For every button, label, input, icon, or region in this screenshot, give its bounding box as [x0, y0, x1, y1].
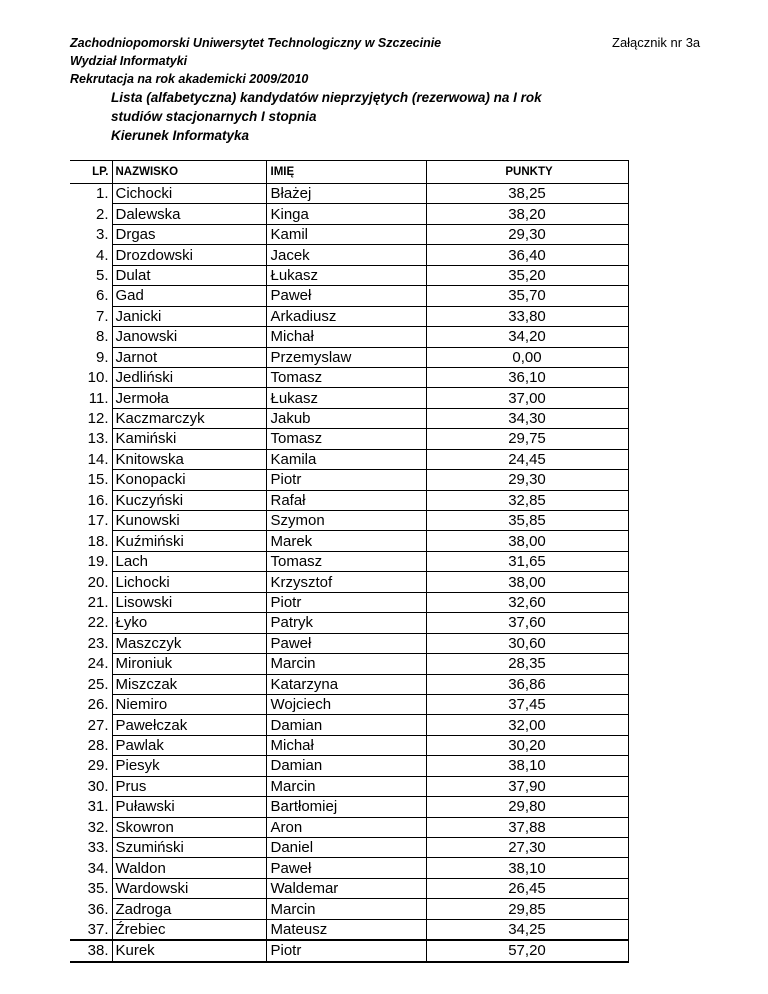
- row-nazwisko: Jarnot: [112, 347, 266, 367]
- row-punkty: 28,35: [426, 654, 628, 674]
- row-imie: Damian: [266, 715, 426, 735]
- row-imie: Krzysztof: [266, 572, 426, 592]
- row-lp: 28.: [70, 735, 112, 755]
- row-lp: 25.: [70, 674, 112, 694]
- row-imie: Damian: [266, 756, 426, 776]
- row-imie: Paweł: [266, 858, 426, 878]
- header-imie: IMIĘ: [266, 161, 426, 184]
- row-nazwisko: Konopacki: [112, 470, 266, 490]
- table-row: [70, 184, 628, 204]
- row-lp: 12.: [70, 408, 112, 428]
- row-punkty: 32,85: [426, 490, 628, 510]
- table-row: [70, 245, 628, 265]
- table-row: [70, 776, 628, 796]
- row-punkty: 30,20: [426, 735, 628, 755]
- row-lp: 16.: [70, 490, 112, 510]
- row-punkty: 32,00: [426, 715, 628, 735]
- row-punkty: 38,25: [426, 184, 628, 204]
- row-punkty: 30,60: [426, 633, 628, 653]
- row-punkty: 37,60: [426, 613, 628, 633]
- row-nazwisko: Knitowska: [112, 449, 266, 469]
- row-punkty: 35,20: [426, 265, 628, 285]
- attachment-label: Załącznik nr 3a: [612, 35, 701, 50]
- row-lp: 2.: [70, 204, 112, 224]
- row-punkty: 36,86: [426, 674, 628, 694]
- header-nazwisko: NAZWISKO: [112, 161, 266, 184]
- row-punkty: 38,10: [426, 858, 628, 878]
- row-nazwisko: Piesyk: [112, 756, 266, 776]
- table-row: [70, 490, 628, 510]
- table-row: [70, 265, 628, 285]
- table-row: [70, 756, 628, 776]
- row-imie: Błażej: [266, 184, 426, 204]
- candidates-table: [70, 160, 629, 963]
- table-row: [70, 388, 628, 408]
- row-nazwisko: Kamiński: [112, 429, 266, 449]
- row-imie: Łukasz: [266, 388, 426, 408]
- table-row: [70, 735, 628, 755]
- row-nazwisko: Lach: [112, 551, 266, 571]
- table-row: [70, 899, 628, 919]
- row-punkty: 38,00: [426, 572, 628, 592]
- row-lp: 19.: [70, 551, 112, 571]
- title-line-2: studiów stacjonarnych I stopnia: [111, 109, 317, 124]
- row-nazwisko: Wardowski: [112, 878, 266, 898]
- row-punkty: 34,25: [426, 919, 628, 940]
- row-imie: Marek: [266, 531, 426, 551]
- row-lp: 22.: [70, 613, 112, 633]
- row-lp: 7.: [70, 306, 112, 326]
- table-row: [70, 674, 628, 694]
- table-row: [70, 306, 628, 326]
- row-imie: Michał: [266, 735, 426, 755]
- row-lp: 27.: [70, 715, 112, 735]
- row-punkty: 35,70: [426, 286, 628, 306]
- table-row: [70, 817, 628, 837]
- title-line-1: Lista (alfabetyczna) kandydatów nieprzyjętych (rezerwowa) na I rok: [111, 90, 542, 105]
- row-punkty: 29,75: [426, 429, 628, 449]
- row-imie: Mateusz: [266, 919, 426, 940]
- row-lp: 21.: [70, 592, 112, 612]
- table-row: [70, 694, 628, 714]
- row-lp: 14.: [70, 449, 112, 469]
- row-lp: 13.: [70, 429, 112, 449]
- row-punkty: 37,90: [426, 776, 628, 796]
- row-lp: 24.: [70, 654, 112, 674]
- row-imie: Kamil: [266, 224, 426, 244]
- table-row: [70, 654, 628, 674]
- row-imie: Przemyslaw: [266, 347, 426, 367]
- table-row: [70, 531, 628, 551]
- table-row: [70, 551, 628, 571]
- document-title: [111, 88, 542, 145]
- row-nazwisko: Lichocki: [112, 572, 266, 592]
- faculty-name: Wydział Informatyki: [70, 54, 188, 68]
- row-lp: 26.: [70, 694, 112, 714]
- row-imie: Szymon: [266, 511, 426, 531]
- row-lp: 10.: [70, 367, 112, 387]
- row-lp: 35.: [70, 878, 112, 898]
- title-line-3: Kierunek Informatyka: [111, 128, 250, 143]
- table-row: [70, 592, 628, 612]
- row-lp: 11.: [70, 388, 112, 408]
- row-nazwisko: Kaczmarczyk: [112, 408, 266, 428]
- table-row: [70, 715, 628, 735]
- row-lp: 23.: [70, 633, 112, 653]
- table-row: [70, 613, 628, 633]
- row-punkty: 36,40: [426, 245, 628, 265]
- row-nazwisko: Dalewska: [112, 204, 266, 224]
- row-punkty: 27,30: [426, 838, 628, 858]
- table-row: [70, 878, 628, 898]
- table-row: [70, 838, 628, 858]
- row-lp: 18.: [70, 531, 112, 551]
- table-row: [70, 572, 628, 592]
- row-nazwisko: Lisowski: [112, 592, 266, 612]
- row-imie: Kamila: [266, 449, 426, 469]
- row-nazwisko: Prus: [112, 776, 266, 796]
- table-row: [70, 286, 628, 306]
- header-lp: LP.: [70, 161, 112, 184]
- row-imie: Piotr: [266, 940, 426, 961]
- row-lp: 37.: [70, 919, 112, 940]
- row-nazwisko: Szumiński: [112, 838, 266, 858]
- recruitment-year: Rekrutacja na rok akademicki 2009/2010: [70, 72, 309, 86]
- row-imie: Tomasz: [266, 429, 426, 449]
- row-imie: Rafał: [266, 490, 426, 510]
- row-lp: 29.: [70, 756, 112, 776]
- row-punkty: 38,00: [426, 531, 628, 551]
- row-punkty: 37,45: [426, 694, 628, 714]
- table-row: [70, 511, 628, 531]
- row-punkty: 37,00: [426, 388, 628, 408]
- table-row: [70, 224, 628, 244]
- row-nazwisko: Kuczyński: [112, 490, 266, 510]
- row-nazwisko: Gad: [112, 286, 266, 306]
- table-body: [70, 184, 628, 962]
- row-imie: Katarzyna: [266, 674, 426, 694]
- row-imie: Marcin: [266, 776, 426, 796]
- row-nazwisko: Mironiuk: [112, 654, 266, 674]
- row-imie: Marcin: [266, 899, 426, 919]
- row-nazwisko: Miszczak: [112, 674, 266, 694]
- row-lp: 20.: [70, 572, 112, 592]
- row-nazwisko: Waldon: [112, 858, 266, 878]
- row-nazwisko: Jedliński: [112, 367, 266, 387]
- row-imie: Jacek: [266, 245, 426, 265]
- row-punkty: 32,60: [426, 592, 628, 612]
- row-lp: 34.: [70, 858, 112, 878]
- row-lp: 17.: [70, 511, 112, 531]
- row-nazwisko: Kunowski: [112, 511, 266, 531]
- row-imie: Wojciech: [266, 694, 426, 714]
- university-name: Zachodniopomorski Uniwersytet Technologiczny w Szczecinie: [70, 36, 442, 50]
- row-imie: Piotr: [266, 592, 426, 612]
- row-punkty: 29,30: [426, 470, 628, 490]
- row-punkty: 36,10: [426, 367, 628, 387]
- row-nazwisko: Maszczyk: [112, 633, 266, 653]
- row-imie: Patryk: [266, 613, 426, 633]
- row-nazwisko: Jermoła: [112, 388, 266, 408]
- table-row: [70, 347, 628, 367]
- row-punkty: 37,88: [426, 817, 628, 837]
- row-lp: 30.: [70, 776, 112, 796]
- row-lp: 31.: [70, 797, 112, 817]
- row-punkty: 38,20: [426, 204, 628, 224]
- row-imie: Daniel: [266, 838, 426, 858]
- table-row: [70, 470, 628, 490]
- row-lp: 15.: [70, 470, 112, 490]
- row-imie: Kinga: [266, 204, 426, 224]
- table-row: [70, 858, 628, 878]
- row-lp: 4.: [70, 245, 112, 265]
- table-row: [70, 367, 628, 387]
- row-nazwisko: Janowski: [112, 327, 266, 347]
- row-lp: 36.: [70, 899, 112, 919]
- table-row: [70, 204, 628, 224]
- row-nazwisko: Drozdowski: [112, 245, 266, 265]
- table-row: [70, 449, 628, 469]
- row-lp: 5.: [70, 265, 112, 285]
- row-nazwisko: Zadroga: [112, 899, 266, 919]
- row-lp: 9.: [70, 347, 112, 367]
- row-imie: Jakub: [266, 408, 426, 428]
- row-lp: 8.: [70, 327, 112, 347]
- row-nazwisko: Drgas: [112, 224, 266, 244]
- row-lp: 1.: [70, 184, 112, 204]
- row-imie: Paweł: [266, 286, 426, 306]
- candidates-table-wrapper: [70, 160, 628, 963]
- row-punkty: 29,30: [426, 224, 628, 244]
- table-row: [70, 408, 628, 428]
- row-punkty: 29,80: [426, 797, 628, 817]
- row-imie: Łukasz: [266, 265, 426, 285]
- row-nazwisko: Dulat: [112, 265, 266, 285]
- row-nazwisko: Cichocki: [112, 184, 266, 204]
- row-punkty: 35,85: [426, 511, 628, 531]
- row-lp: 38.: [70, 940, 112, 961]
- row-nazwisko: Niemiro: [112, 694, 266, 714]
- row-punkty: 34,20: [426, 327, 628, 347]
- table-row: [70, 429, 628, 449]
- row-imie: Piotr: [266, 470, 426, 490]
- row-nazwisko: Kurek: [112, 940, 266, 961]
- table-row: [70, 327, 628, 347]
- row-nazwisko: Kuźmiński: [112, 531, 266, 551]
- row-nazwisko: Janicki: [112, 306, 266, 326]
- row-nazwisko: Łyko: [112, 613, 266, 633]
- row-nazwisko: Skowron: [112, 817, 266, 837]
- row-punkty: 31,65: [426, 551, 628, 571]
- table-row: [70, 797, 628, 817]
- row-punkty: 29,85: [426, 899, 628, 919]
- row-imie: Bartłomiej: [266, 797, 426, 817]
- row-punkty: 34,30: [426, 408, 628, 428]
- row-imie: Marcin: [266, 654, 426, 674]
- row-lp: 33.: [70, 838, 112, 858]
- row-nazwisko: Pawełczak: [112, 715, 266, 735]
- table-row: [70, 633, 628, 653]
- row-punkty: 0,00: [426, 347, 628, 367]
- table-row: [70, 919, 628, 940]
- row-punkty: 24,45: [426, 449, 628, 469]
- header-punkty: PUNKTY: [426, 161, 628, 184]
- row-nazwisko: Puławski: [112, 797, 266, 817]
- table-header-row: [70, 161, 628, 184]
- row-lp: 32.: [70, 817, 112, 837]
- row-imie: Waldemar: [266, 878, 426, 898]
- row-nazwisko: Pawlak: [112, 735, 266, 755]
- row-nazwisko: Źrebiec: [112, 919, 266, 940]
- row-imie: Tomasz: [266, 367, 426, 387]
- row-imie: Tomasz: [266, 551, 426, 571]
- row-lp: 6.: [70, 286, 112, 306]
- row-imie: Arkadiusz: [266, 306, 426, 326]
- table-row: [70, 940, 628, 961]
- row-punkty: 38,10: [426, 756, 628, 776]
- row-imie: Aron: [266, 817, 426, 837]
- row-punkty: 26,45: [426, 878, 628, 898]
- row-imie: Michał: [266, 327, 426, 347]
- row-imie: Paweł: [266, 633, 426, 653]
- row-punkty: 57,20: [426, 940, 628, 961]
- row-lp: 3.: [70, 224, 112, 244]
- institution-header: [70, 34, 441, 88]
- row-punkty: 33,80: [426, 306, 628, 326]
